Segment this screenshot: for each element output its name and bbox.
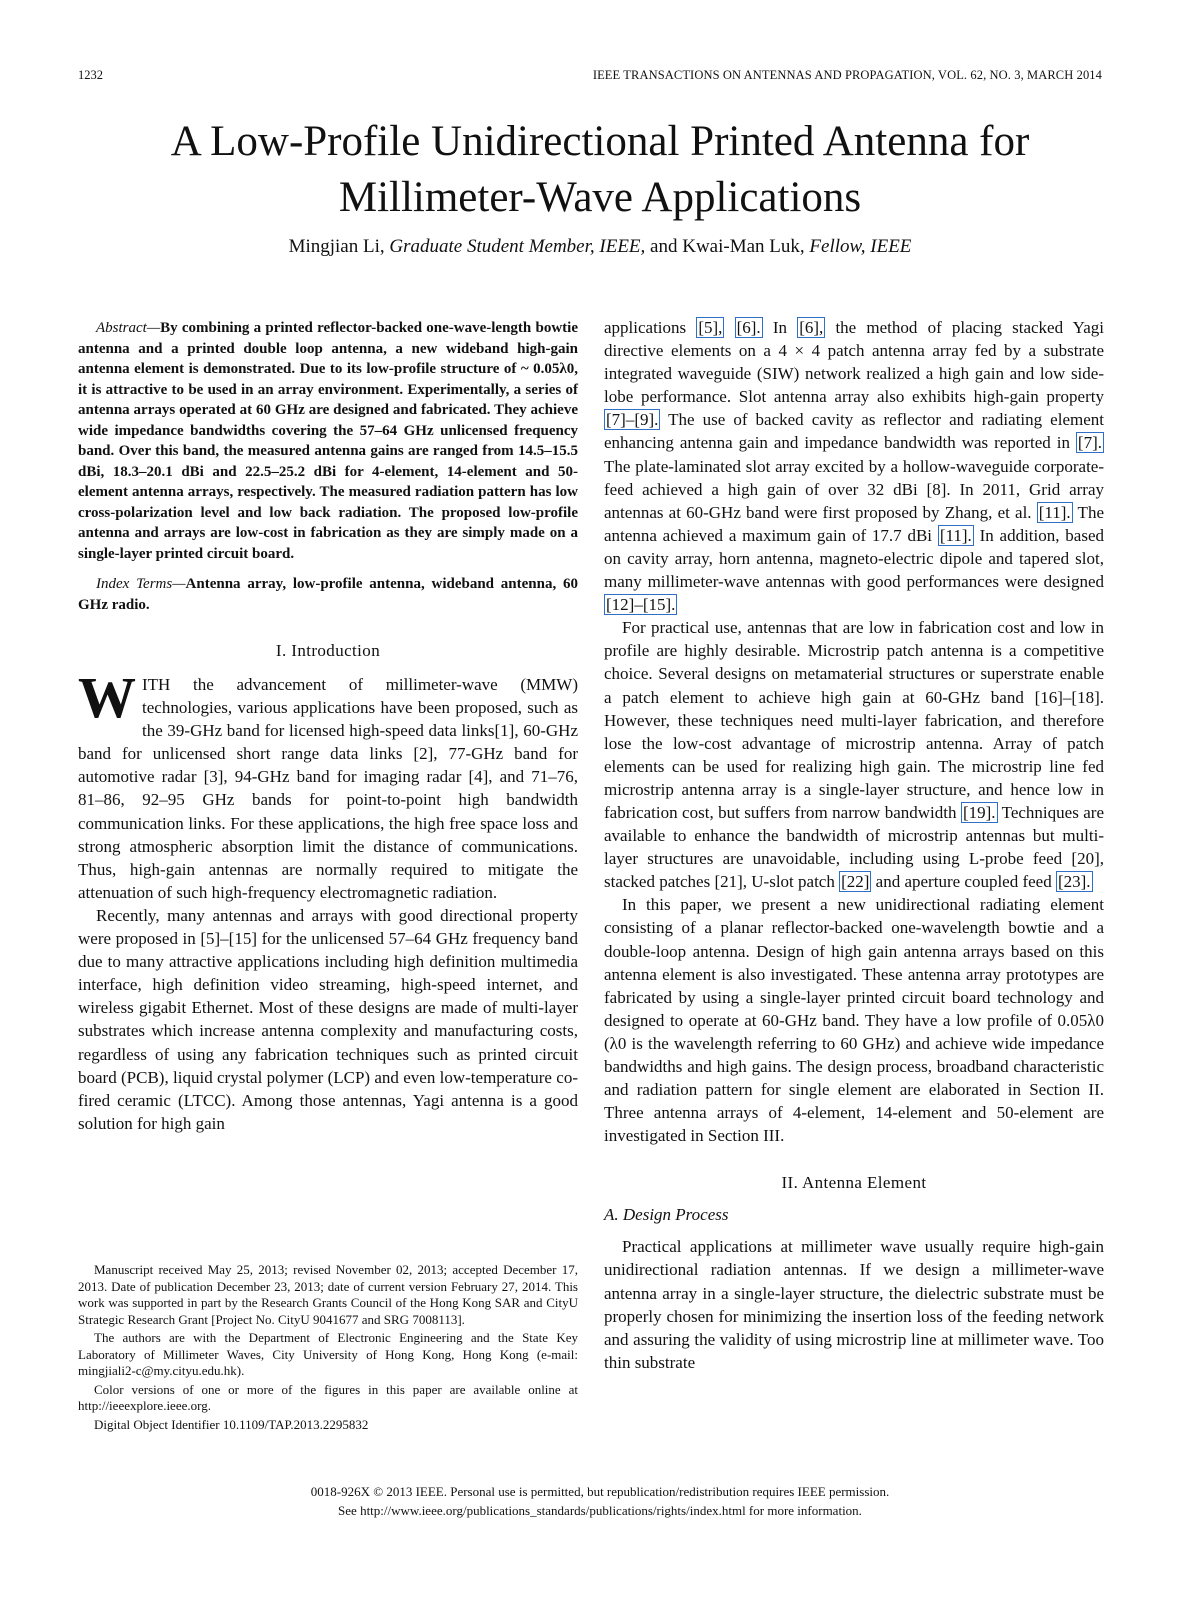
left-column — [78, 318, 578, 1135]
text-run: Techniques are available to enhance the bandwidth of microstrip antennas but multi-layer structures are unavoidable, including using L-probe feed [20], stacked patches [21], U-slot patch — [604, 802, 1104, 892]
author-1: Mingjian Li, — [288, 236, 385, 257]
copyright-notice — [0, 1482, 1200, 1520]
citation-link[interactable]: [22] — [841, 872, 870, 892]
footnote-color-versions: Color versions of one or more of the figures in this paper are available online at http://ieeexplore.ieee.org. — [78, 1381, 578, 1413]
citation-link[interactable]: [5], — [698, 318, 723, 337]
text-run: The use of backed cavity as reflector and radiating element enhancing antenna gain and impedance bandwidth was reported in — [604, 410, 1104, 453]
paper-title — [0, 114, 1200, 226]
intro-paragraph-2: Recently, many antennas and arrays with good directional property were proposed in [5]–[15] for the unlicensed 57–64 GHz frequency band due to many attractive applications including high definition multimedia interface, high definition video streaming, high-speed internet, and wireless gigabit Ethernet. Most of these designs are made of multi-layer substrates which increase antenna complexity and manufacturing costs, regardless of using any fabrication techniques such as printed circuit board (PCB), liquid crystal polymer (LCP) and even low-temperature co-fired ceramic (LTCC). Among those antennas, Yagi antenna is a good solution for high gain — [78, 905, 578, 1133]
citation-link[interactable]: [23]. — [1057, 872, 1091, 892]
author-conjunction: and — [650, 236, 678, 257]
text-run: The antenna achieved a maximum gain of 17.7 dBi — [604, 502, 1104, 545]
index-terms-label: Index Terms— — [96, 576, 186, 592]
citation-link[interactable]: [11]. — [1038, 502, 1071, 522]
title-line-1: A Low-Profile Unidirectional Printed Antenna for — [170, 118, 1030, 165]
text-run: the method of placing stacked Yagi directive elements on a 4 × 4 patch antenna array fed by a substrate integrated waveguide (SIW) network realized a high gain and low side-lobe performance. Slot antenna array also exhibits high-gain property — [604, 318, 1104, 407]
citation-link[interactable]: [12]–[15]. — [606, 595, 676, 615]
footnote-authors: The authors are with the Department of Electronic Engineering and the State Key Laboratory of Millimeter Waves, City University of Hong Kong, Hong Kong (e-mail: mingjiali2-c@my.cityu.edu.hk). — [78, 1330, 578, 1378]
citation-link[interactable]: [7]–[9]. — [606, 410, 659, 430]
intro-paragraph-1 — [78, 665, 578, 904]
author-1-affiliation: Graduate Student Member, IEEE, — [389, 236, 646, 257]
citation-link[interactable]: [6]. — [736, 318, 761, 337]
intro-paragraph-4 — [604, 616, 1104, 893]
copyright-line-1: 0018-926X © 2013 IEEE. Personal use is permitted, but republication/redistribution requires IEEE permission. — [310, 1484, 890, 1499]
copyright-line-2: See http://www.ieee.org/publications_standards/publications/rights/index.html for more information. — [338, 1503, 862, 1518]
citation-link[interactable]: [7]. — [1077, 433, 1102, 453]
author-2-affiliation: Fellow, IEEE — [809, 236, 912, 257]
title-line-2: Millimeter-Wave Applications — [338, 174, 862, 221]
abstract-label: Abstract— — [96, 320, 161, 336]
intro-paragraph-3 — [604, 316, 1104, 616]
citation-link[interactable]: [19]. — [962, 802, 996, 822]
text-run: The plate-laminated slot array excited by a hollow-waveguide corporate-feed achieved a high gain of over 32 dBi [8]. In 2011, Grid array antennas at 60-GHz band were first proposed by Zhang, et al. — [604, 456, 1104, 522]
text-run: In — [762, 318, 798, 337]
footnote-manuscript: Manuscript received May 25, 2013; revised November 02, 2013; accepted December 17, 2013. Date of publication December 23, 2013; date of current version February 27, 2014. This work was supported in part by the Research Grants Council of the Hong Kong SAR and CityU Strategic Research Grant [Project No. CityU 9041677 and SRG 7008113]. — [78, 1262, 578, 1327]
author-line — [0, 236, 1200, 258]
section-heading-antenna-element: II. Antenna Element — [781, 1173, 927, 1193]
subsection-heading-design-process: A. Design Process — [604, 1205, 729, 1225]
index-terms-text: Antenna array, low-profile antenna, wideband antenna, 60 GHz radio. — [78, 576, 578, 613]
section-heading-introduction: I. Introduction — [275, 641, 381, 660]
text-run: applications — [604, 318, 697, 337]
citation-link[interactable]: [11]. — [939, 525, 972, 545]
abstract — [78, 318, 578, 564]
index-terms — [78, 574, 578, 615]
author-2: Kwai-Man Luk, — [682, 236, 805, 257]
text-run: and aperture coupled feed — [871, 872, 1056, 892]
intro-paragraph-5: In this paper, we present a new unidirectional radiating element consisting of a planar reflector-backed one-wavelength bowtie and a double-loop antenna. Design of high gain antenna arrays based on this antenna element is also investigated. These antenna array prototypes are fabricated by using a single-layer printed circuit board technology and designed to operate at 60-GHz band. They have a low profile of 0.05λ0 (λ0 is the wavelength referring to 60 GHz) and achieve wide impedance bandwidths and high gains. The design process, broadband characteristic and radiation pattern for single element are elaborated in Section II. Three antenna arrays of 4-element, 14-element and 50-element are investigated in Section III. — [604, 895, 1104, 1146]
design-process-paragraph-1: Practical applications at millimeter wave usually require high-gain unidirectional radiation antennas. If we design a millimeter-wave antenna array in a single-layer structure, the dielectric substrate must be properly chosen for minimizing the insertion loss of the feeding network and assuring the validity of using microstrip line at millimeter wave. Too thin substrate — [604, 1237, 1104, 1372]
abstract-text: By combining a printed reflector-backed one-wave-length bowtie antenna and a printed double loop antenna, a new wideband high-gain antenna element is demonstrated. Due to its low-profile structure of ~ 0.05λ0, it is attractive to be used in an array environment. Experimentally, a series of antenna arrays operated at 60 GHz are designed and fabricated. They achieve wide impedance bandwidths covering the 57–64 GHz unlicensed frequency band. Over this band, the measured antenna gains are ranged from 14.5–15.5 dBi, 18.3–20.1 dBi and 22.5–25.2 dBi for 4-element, 14-element and 50-element antenna arrays, respectively. The measured radiation pattern has low cross-polarization level and low back radiation. The proposed low-profile antenna and arrays are low-cost in fabrication as they are simply made on a single-layer printed circuit board. — [78, 320, 578, 562]
intro-paragraph-1-text: ITH the advancement of millimeter-wave (MMW) technologies, various applications have been proposed, such as the 39-GHz band for licensed high-speed data links[1], 60-GHz band for unlicensed short range data links [2], 77-GHz band for automotive radar [3], 94-GHz band for imaging radar [4], and 71–76, 81–86, 92–95 GHz bands for point-to-point high bandwidth communication links. For these applications, the high free space loss and strong atmospheric absorption limit the distance of communications. Thus, high-gain antennas are normally required to mitigate the attenuation of such high-frequency electromagnetic radiation. — [78, 675, 578, 902]
text-run: In addition, based on cavity array, horn antenna, magneto-electric dipole and tapered slot, many millimeter-wave antennas with good performances were designed — [604, 525, 1104, 592]
text-run: For practical use, antennas that are low in fabrication cost and low in profile are highly desirable. Microstrip patch antenna is a competitive choice. Several designs on metamaterial structures or superstrate enable a patch element to achieve high gain at 60-GHz band [16]–[18]. However, these techniques need multi-layer fabrication, and therefore lose the low-cost advantage of microstrip antenna. Array of patch elements can be used for realizing high gain. The microstrip line fed microstrip antenna array is a single-layer structure, and hence low in fabrication cost, but suffers from narrow bandwidth — [604, 618, 1104, 822]
page-number: 1232 — [78, 68, 103, 82]
journal-running-title: IEEE TRANSACTIONS ON ANTENNAS AND PROPAGATION, VOL. 62, NO. 3, MARCH 2014 — [592, 68, 1102, 82]
citation-link[interactable]: [6], — [799, 318, 824, 337]
right-column — [604, 316, 1104, 1374]
footnotes — [78, 1262, 578, 1435]
footnote-doi: Digital Object Identifier 10.1109/TAP.2013.2295832 — [94, 1416, 369, 1432]
drop-cap: W — [78, 665, 136, 730]
